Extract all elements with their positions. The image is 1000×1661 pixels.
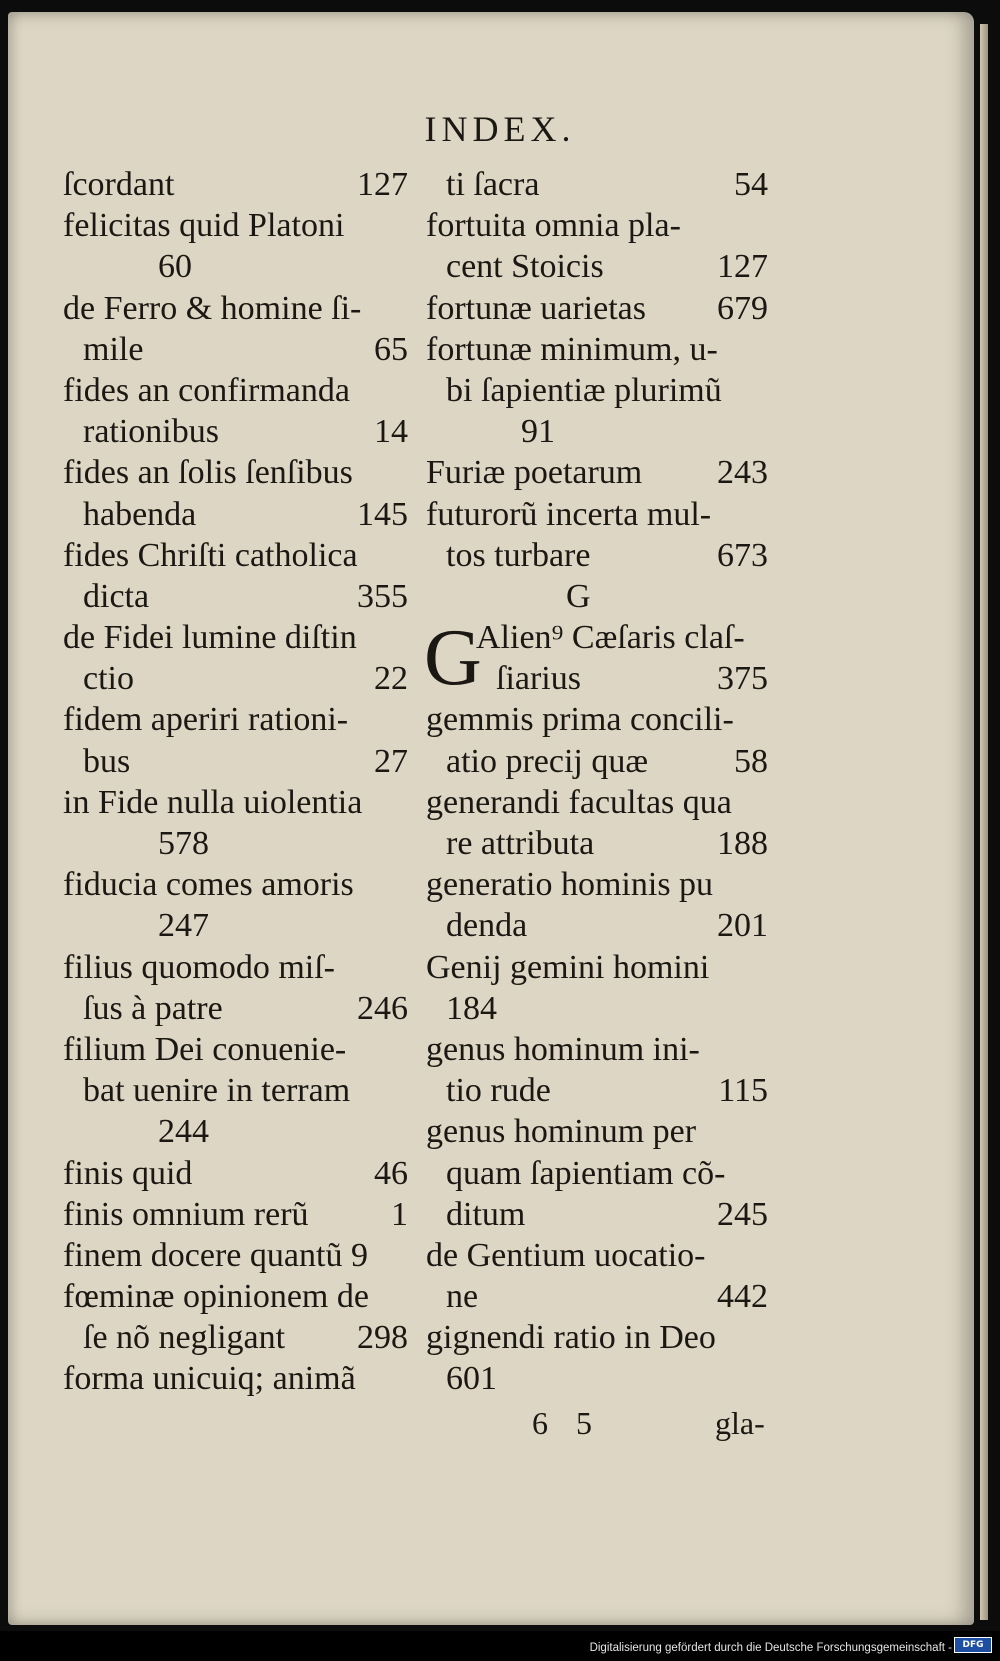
- entry-text: ſe nõ negligant: [83, 1319, 286, 1357]
- index-entry: [426, 1153, 768, 1194]
- entry-text: fortunæ uarietas: [426, 289, 646, 327]
- page-number: 145: [357, 495, 408, 533]
- entry-text: futurorũ incerta mul-: [426, 495, 712, 533]
- entry-text: 91: [521, 413, 555, 451]
- index-entry: [63, 535, 408, 576]
- index-entry: [63, 411, 408, 452]
- entry-text: filium Dei conuenie-: [63, 1030, 347, 1068]
- index-entry: [63, 658, 408, 699]
- entry-text: 244: [158, 1113, 209, 1151]
- entry-text: fides Chriſti catholica: [63, 536, 358, 574]
- page-header: INDEX.: [424, 109, 576, 149]
- index-column-left: [63, 164, 408, 1400]
- index-entry: [63, 1070, 408, 1111]
- entry-text: Alien⁹ Cæſaris claſ-: [476, 619, 745, 657]
- page-number: 442: [717, 1278, 768, 1316]
- index-entry: [63, 329, 408, 370]
- index-column-right: [426, 164, 768, 1400]
- index-entry: [426, 988, 768, 1029]
- index-entry: [426, 1070, 768, 1111]
- index-entry: [426, 1194, 768, 1235]
- page-number: 127: [357, 166, 408, 203]
- index-entry: [63, 246, 408, 287]
- page-number: 1: [391, 1195, 408, 1233]
- entry-text: gignendi ratio in Deo: [426, 1319, 716, 1357]
- entry-text: de Ferro & homine ſi-: [63, 289, 362, 327]
- page-number: 54: [734, 166, 768, 203]
- entry-text: fortunæ minimum, u-: [426, 330, 718, 368]
- entry-text: Furiæ poetarum: [426, 454, 643, 492]
- entry-text: G: [566, 577, 591, 615]
- entry-text: bat uenire in terram: [83, 1072, 351, 1110]
- entry-text: tos turbare: [446, 536, 591, 574]
- index-entry: [63, 947, 408, 988]
- entry-text: fiducia comes amoris: [63, 866, 354, 904]
- entry-text: denda: [446, 907, 528, 945]
- entry-text: fœminæ opinionem de: [63, 1278, 369, 1316]
- entry-text: 247: [158, 907, 209, 945]
- entry-text: bus: [83, 742, 131, 780]
- index-entry: [426, 288, 768, 329]
- index-entry: [426, 535, 768, 576]
- index-entry: [426, 947, 768, 988]
- entry-text: quam ſapientiam cõ-: [446, 1154, 726, 1192]
- index-entry: [63, 699, 408, 740]
- index-entry: [426, 741, 768, 782]
- index-entry: [63, 1317, 408, 1358]
- entry-text: generatio hominis pu: [426, 866, 714, 904]
- index-entry: [426, 576, 768, 617]
- index-entry: [63, 452, 408, 493]
- entry-text: mile: [83, 330, 144, 368]
- index-entry: [426, 370, 768, 411]
- entry-text: ti ſacra: [446, 166, 540, 203]
- entry-text: 184: [446, 989, 497, 1027]
- page-number: 65: [374, 330, 408, 368]
- catchword: gla-: [715, 1405, 765, 1441]
- index-entry: [426, 1276, 768, 1317]
- index-entry: [426, 205, 768, 246]
- entry-text: atio precij quæ: [446, 742, 649, 780]
- index-entry: [63, 205, 408, 246]
- page-number: 246: [357, 989, 408, 1027]
- page-number: 27: [374, 742, 408, 780]
- index-entry: [426, 1235, 768, 1276]
- index-entry: [426, 905, 768, 946]
- entry-text: de Fidei lumine diſtin: [63, 619, 357, 657]
- index-entry: [426, 246, 768, 287]
- index-entry: [63, 1358, 408, 1399]
- index-entry: [63, 288, 408, 329]
- index-entry: [426, 164, 768, 205]
- page-number: 673: [717, 536, 768, 574]
- entry-text: de Gentium uocatio-: [426, 1236, 706, 1274]
- index-entry: [63, 1194, 408, 1235]
- entry-text: gemmis prima concili-: [426, 701, 734, 739]
- entry-text: 60: [158, 248, 192, 286]
- entry-text: felicitas quid Platoni: [63, 207, 345, 245]
- page-number: 115: [718, 1072, 768, 1110]
- dfg-logo: DFG: [954, 1637, 992, 1653]
- index-entry: [426, 658, 768, 699]
- index-entry: [63, 617, 408, 658]
- page-footer: [532, 1405, 765, 1442]
- index-entry: [63, 782, 408, 823]
- index-entry: [426, 411, 768, 452]
- index-entry: [426, 823, 768, 864]
- entry-text: in Fide nulla uiolentia: [63, 783, 363, 821]
- index-entry: [63, 823, 408, 864]
- page-number: 127: [717, 248, 768, 286]
- page-edge: [980, 24, 988, 1620]
- entry-text: generandi facultas qua: [426, 783, 732, 821]
- page-number: 298: [357, 1319, 408, 1357]
- entry-text: ditum: [446, 1195, 526, 1233]
- index-entry: [63, 1153, 408, 1194]
- index-entry: [63, 164, 408, 205]
- index-entry: [63, 988, 408, 1029]
- index-entry: [63, 905, 408, 946]
- index-entry: [426, 452, 768, 493]
- index-entry: [426, 699, 768, 740]
- index-entry: [426, 864, 768, 905]
- index-entry: [63, 741, 408, 782]
- entry-text: ſcordant: [63, 166, 175, 203]
- index-entry: [63, 1111, 408, 1152]
- index-entry: [426, 329, 768, 370]
- index-entry: [426, 1358, 768, 1399]
- entry-text: ſiarius: [496, 660, 581, 698]
- entry-text: genus hominum ini-: [426, 1030, 700, 1068]
- page-number: 245: [717, 1195, 768, 1233]
- index-entry: [426, 494, 768, 535]
- entry-text: finis omnium rerũ: [63, 1195, 309, 1233]
- entry-text: ſus à patre: [83, 989, 223, 1027]
- signature-mark: 6: [532, 1405, 548, 1441]
- page-number: 375: [717, 660, 768, 698]
- index-entry: [63, 1029, 408, 1070]
- entry-text: fides an ſolis ſenſibus: [63, 454, 353, 492]
- entry-text: bi ſapientiæ plurimũ: [446, 371, 722, 409]
- entry-text: fidem aperiri rationi-: [63, 701, 349, 739]
- page-number: 58: [734, 742, 768, 780]
- signature-mark: 5: [576, 1405, 592, 1441]
- page-number: 188: [717, 825, 768, 862]
- entry-text: habenda: [83, 495, 197, 533]
- entry-text: 578: [158, 825, 209, 862]
- index-entry: [426, 1317, 768, 1358]
- entry-text: genus hominum per: [426, 1113, 697, 1151]
- page-number: 355: [357, 577, 408, 615]
- entry-text: tio rude: [446, 1072, 551, 1110]
- drop-cap: G: [424, 614, 482, 703]
- entry-text: ne: [446, 1278, 479, 1316]
- page-number: 22: [374, 660, 408, 698]
- entry-text: fides an confirmanda: [63, 371, 350, 409]
- entry-text: forma unicuiq; animã: [63, 1360, 356, 1398]
- entry-text: finem docere quantũ 9: [63, 1236, 368, 1274]
- page-number: 14: [374, 413, 408, 451]
- entry-text: Genij gemini homini: [426, 948, 710, 986]
- index-entry: [63, 1276, 408, 1317]
- entry-text: finis quid: [63, 1154, 193, 1192]
- entry-text: 601: [446, 1360, 497, 1398]
- index-entry: [63, 576, 408, 617]
- page-number: 679: [717, 289, 768, 327]
- index-entry: [63, 494, 408, 535]
- page-number: 201: [717, 907, 768, 945]
- entry-text: dicta: [83, 577, 150, 615]
- index-entry: [63, 370, 408, 411]
- entry-text: rationibus: [83, 413, 219, 451]
- index-entry: [63, 864, 408, 905]
- entry-text: fortuita omnia pla-: [426, 207, 681, 245]
- page-number: 46: [374, 1154, 408, 1192]
- index-entry: [63, 1235, 408, 1276]
- digitization-credit: Digitalisierung gefördert durch die Deutsche Forschungsgemeinschaft -: [589, 1642, 952, 1654]
- index-entry: [426, 782, 768, 823]
- entry-text: filius quomodo miſ-: [63, 948, 335, 986]
- entry-text: cent Stoicis: [446, 248, 604, 286]
- entry-text: re attributa: [446, 825, 595, 862]
- index-entry: [426, 1111, 768, 1152]
- page-number: 243: [717, 454, 768, 492]
- index-entry: [426, 1029, 768, 1070]
- entry-text: ctio: [83, 660, 134, 698]
